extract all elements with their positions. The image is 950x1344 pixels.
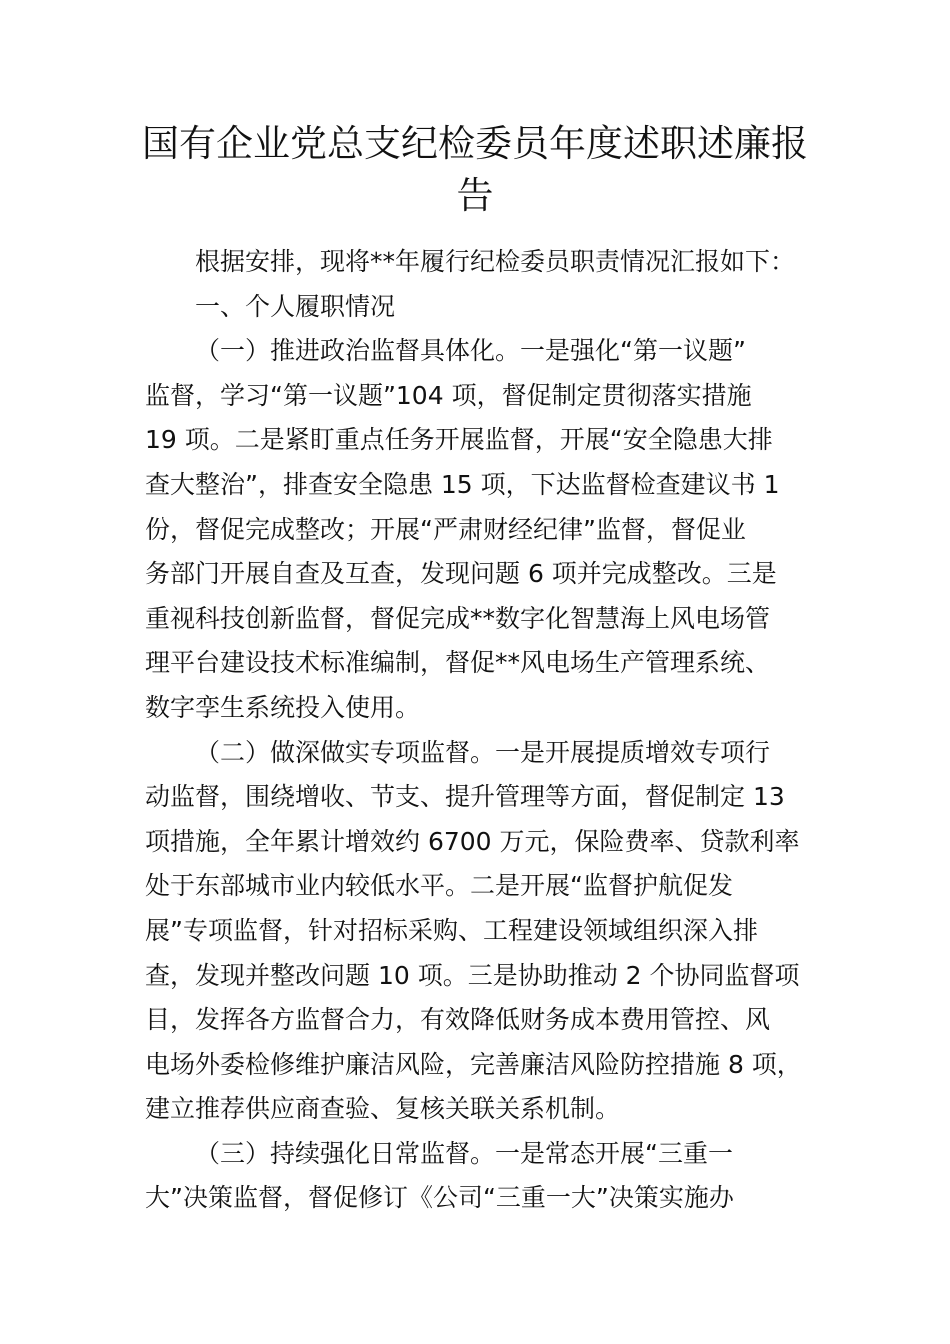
text-line: 务部门开展自查及互查，发现问题 6 项并完成整改。三是: [145, 559, 777, 589]
text-line: 展”专项监督，针对招标采购、工程建设领域组织深入排: [145, 915, 758, 945]
text-line: 数字孪生系统投入使用。: [145, 692, 421, 722]
text-line: 查大整治”，排查安全隐患 15 项，下达监督检查建议书 1: [145, 469, 780, 499]
text-line: 查，发现并整改问题 10 项。三是协助推动 2 个协同监督项: [145, 960, 800, 990]
text-line: 份，督促完成整改；开展“严肃财经纪律”监督，督促业: [145, 514, 746, 544]
text-line: 理平台建设技术标准编制，督促**风电场生产管理系统、: [145, 648, 771, 678]
text-line: 处于东部城市业内较低水平。二是开展“监督护航促发: [145, 871, 733, 901]
text-line: （一）推进政治监督具体化。一是强化“第一议题”: [195, 336, 746, 366]
text-line: （三）持续强化日常监督。一是常态开展“三重一: [195, 1138, 733, 1168]
text-line: 动监督，围绕增收、节支、提升管理等方面，督促制定 13: [145, 782, 785, 812]
title-line-1: 国有企业党总支纪检委员年度述职述廉报: [142, 122, 808, 165]
text-line: 监督，学习“第一议题”104 项，督促制定贯彻落实措施: [145, 380, 752, 410]
title-line-2: 告: [456, 174, 494, 217]
text-line: 项措施，全年累计增效约 6700 万元，保险费率、贷款利率: [145, 826, 800, 856]
text-line: （二）做深做实专项监督。一是开展提质增效专项行: [195, 737, 771, 767]
text-line: 目，发挥各方监督合力，有效降低财务成本费用管控、风: [145, 1005, 771, 1035]
text-line: 电场外委检修维护廉洁风险，完善廉洁风险防控措施 8 项，: [145, 1049, 802, 1079]
document-title: [140, 118, 810, 222]
text-line: 大”决策监督，督促修订《公司“三重一大”决策实施办: [145, 1183, 734, 1213]
text-line: 19 项。二是紧盯重点任务开展监督，开展“安全隐患大排: [145, 425, 773, 455]
text-line: 重视科技创新监督，督促完成**数字化智慧海上风电场管: [145, 603, 771, 633]
text-line: 根据安排，现将**年履行纪检委员职责情况汇报如下：: [195, 247, 796, 276]
document-body: [145, 240, 815, 1221]
text-line: 一、个人履职情况: [195, 291, 396, 321]
text-line: 建立推荐供应商查验、复核关联关系机制。: [145, 1094, 621, 1124]
